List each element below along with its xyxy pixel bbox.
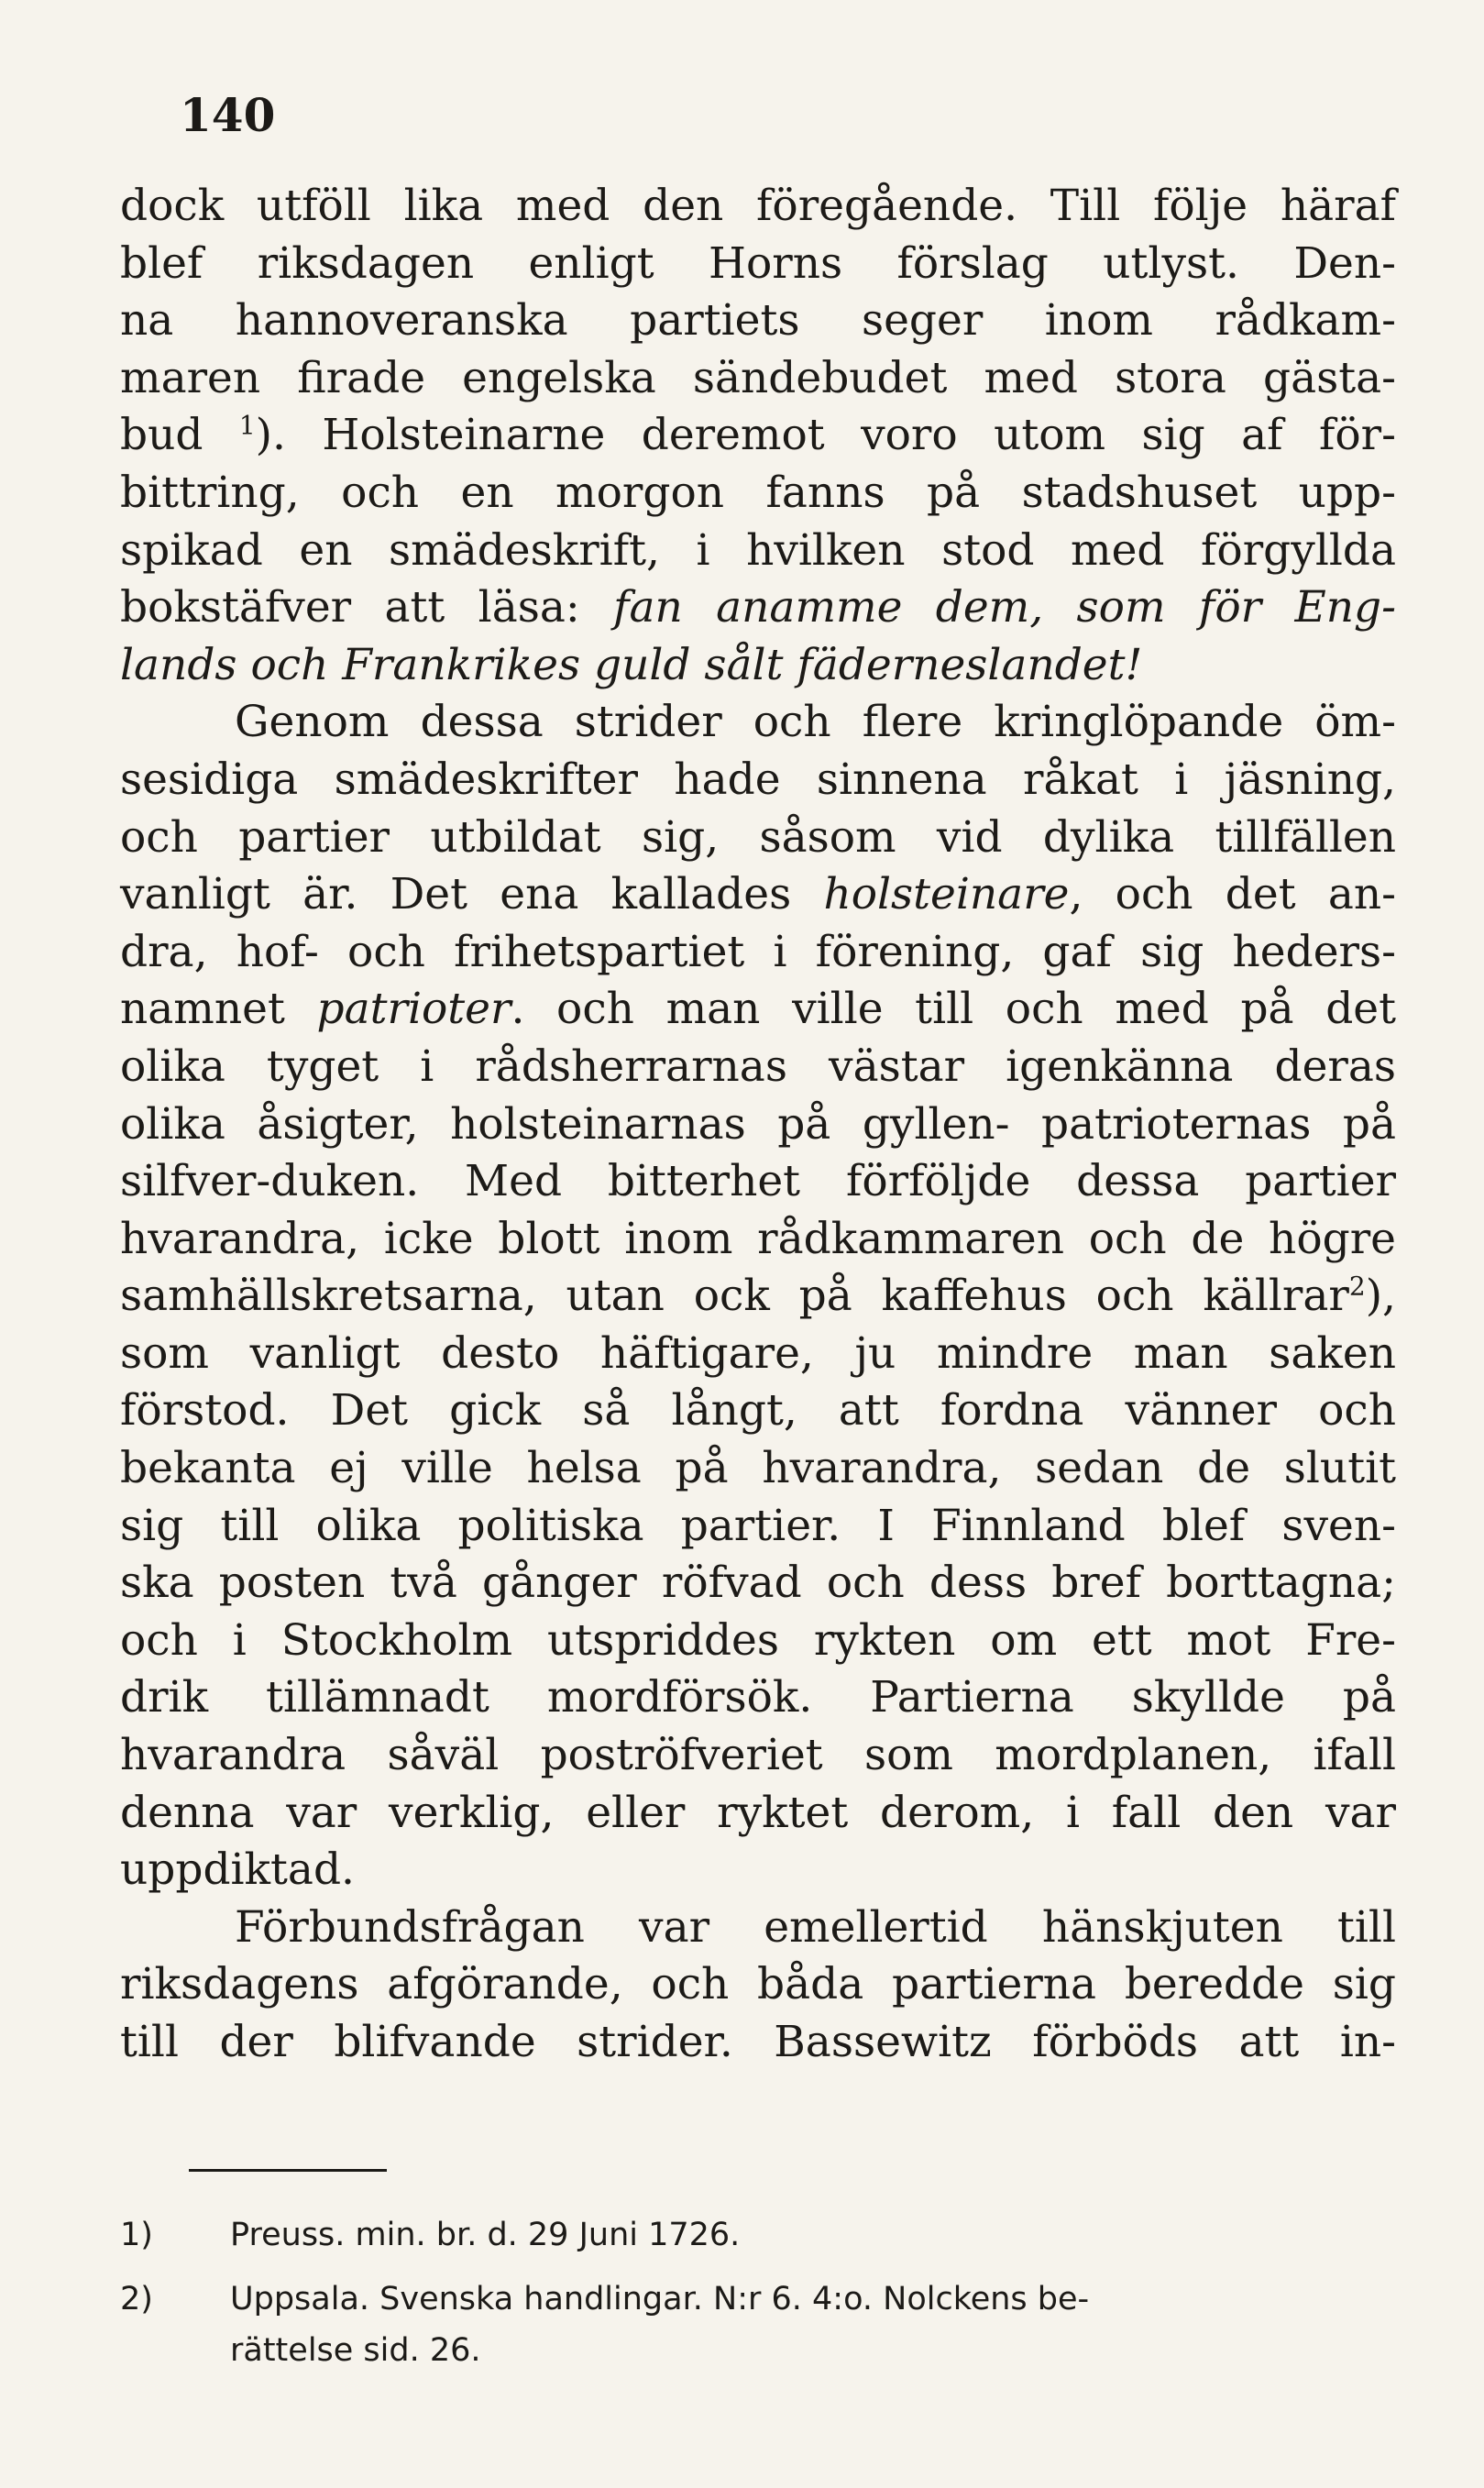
text-segment: , och det an-	[1069, 869, 1396, 920]
text-line	[120, 694, 1396, 752]
footnote-text: Preuss. min. br. d. 29 Juni 1726.	[230, 2217, 741, 2253]
italic-text: patrioter	[316, 984, 511, 1035]
text-segment: olika tyget i rådsherrarnas västar igenkänna deras	[120, 1040, 1396, 1092]
text-line	[120, 1555, 1396, 1613]
text-segment: ska posten två gånger röfvad och dess bref borttagna;	[120, 1558, 1396, 1609]
text-line	[120, 292, 1396, 350]
footnote-reference: 1	[238, 410, 256, 441]
text-segment: spikad en smädeskrift, i hvilken stod med förgyllda	[120, 524, 1396, 576]
text-segment: uppdiktad.	[120, 1844, 355, 1896]
text-segment: och partier utbildat sig, såsom vid dylika tillfällen	[120, 811, 1396, 863]
italic-text: holsteinare	[823, 869, 1070, 920]
text-segment: riksdagens afgörande, och båda partierna beredde sig	[120, 1959, 1396, 2010]
footnote-reference: 2	[1348, 1271, 1366, 1302]
text-line	[120, 178, 1396, 236]
text-line	[120, 1669, 1396, 1727]
text-segment: Genom dessa strider och flere kringlöpande öm-	[235, 697, 1396, 748]
text-segment: drik tillämnadt mordförsök. Partierna skyllde på	[120, 1672, 1396, 1723]
text-line	[120, 1039, 1396, 1096]
text-line	[120, 637, 1396, 695]
footnote-marker: 2)	[120, 2281, 153, 2317]
text-segment: bittring, och en morgon fanns på stadshuset upp-	[120, 467, 1396, 518]
footnote-line	[120, 2325, 1396, 2376]
text-segment: bokstäfver att läsa:	[120, 582, 614, 633]
text-line	[120, 1382, 1396, 1440]
text-line	[120, 2014, 1396, 2072]
text-line	[120, 809, 1396, 867]
text-segment: vanligt är. Det ena kallades	[120, 869, 824, 920]
text-segment: ). Holsteinarne deremot voro utom sig af för-	[255, 410, 1396, 461]
footnote-line	[120, 2273, 1396, 2325]
text-line	[120, 465, 1396, 523]
italic-text: lands och Frankrikes guld sålt fäderneslandet!	[120, 639, 1143, 690]
text-line	[120, 523, 1396, 580]
text-segment: namnet	[120, 984, 317, 1035]
text-line	[120, 1956, 1396, 2014]
text-line	[120, 981, 1396, 1039]
text-segment: Förbundsfrågan var emellertid hänskjuten till	[235, 1901, 1396, 1953]
text-line	[120, 1842, 1396, 1899]
text-line	[120, 236, 1396, 293]
text-line	[120, 1613, 1396, 1670]
text-segment: sesidiga smädeskrifter hade sinnena råkat i jäsning,	[120, 754, 1396, 805]
body-text	[120, 178, 1396, 2072]
text-segment: förstod. Det gick så långt, att fordna vänner och	[120, 1385, 1396, 1437]
text-line	[120, 1498, 1396, 1556]
text-segment: dock utföll lika med den föregående. Till följe häraf	[120, 181, 1396, 231]
footnote-marker: 1)	[120, 2217, 153, 2253]
text-line	[120, 1153, 1396, 1211]
text-segment: maren firade engelska sändebudet med stora gästa-	[120, 352, 1396, 403]
footnote-rule	[189, 2169, 387, 2172]
text-line	[120, 1899, 1396, 1957]
text-line	[120, 1326, 1396, 1383]
footnote-text: rättelse sid. 26.	[230, 2332, 481, 2369]
text-line	[120, 1785, 1396, 1843]
text-line	[120, 866, 1396, 924]
text-line	[120, 1211, 1396, 1269]
page-number: 140	[180, 88, 276, 142]
footnotes	[120, 2209, 1396, 2376]
text-segment: ),	[1365, 1271, 1396, 1322]
italic-text: fan anamme dem, som för Eng-	[613, 582, 1397, 633]
text-line	[120, 752, 1396, 809]
text-line	[120, 1268, 1396, 1326]
text-line	[120, 579, 1396, 637]
text-segment: sig till olika politiska partier. I Finnland blef sven-	[120, 1500, 1396, 1551]
text-line	[120, 1727, 1396, 1785]
text-segment: som vanligt desto häftigare, ju mindre man saken	[120, 1327, 1396, 1379]
footnote-line	[120, 2209, 1396, 2261]
text-segment: samhällskretsarna, utan ock på kaffehus och källrar	[120, 1271, 1349, 1322]
text-segment: silfver-duken. Med bitterhet förföljde dessa partier	[120, 1156, 1396, 1207]
text-line	[120, 407, 1396, 465]
text-segment: hvarandra såväl poströfveriet som mordplanen, ifall	[120, 1730, 1396, 1781]
text-segment: bud	[120, 410, 239, 461]
text-segment: denna var verklig, eller ryktet derom, i fall den var	[120, 1787, 1396, 1838]
text-segment: till der blifvande strider. Bassewitz förböds att in-	[120, 2017, 1396, 2067]
text-line	[120, 350, 1396, 408]
text-segment: bekanta ej ville helsa på hvarandra, sedan de slutit	[120, 1443, 1396, 1494]
text-segment: . och man ville till och med på det	[511, 984, 1396, 1035]
text-line	[120, 924, 1396, 982]
text-segment: blef riksdagen enligt Horns förslag utlyst. Den-	[120, 237, 1396, 289]
text-segment: dra, hof- och frihetspartiet i förening, gaf sig heders-	[120, 926, 1396, 977]
text-segment: hvarandra, icke blott inom rådkammaren och de högre	[120, 1213, 1396, 1264]
text-segment: olika åsigter, holsteinarnas på gyllen- patrioternas på	[120, 1098, 1396, 1150]
text-line	[120, 1096, 1396, 1154]
footnote-text: Uppsala. Svenska handlingar. N:r 6. 4:o. Nolckens be-	[230, 2281, 1090, 2317]
text-segment: och i Stockholm utspriddes rykten om ett mot Fre-	[120, 1614, 1396, 1666]
text-segment: na hannoveranska partiets seger inom rådkam-	[120, 295, 1396, 347]
text-line	[120, 1440, 1396, 1498]
